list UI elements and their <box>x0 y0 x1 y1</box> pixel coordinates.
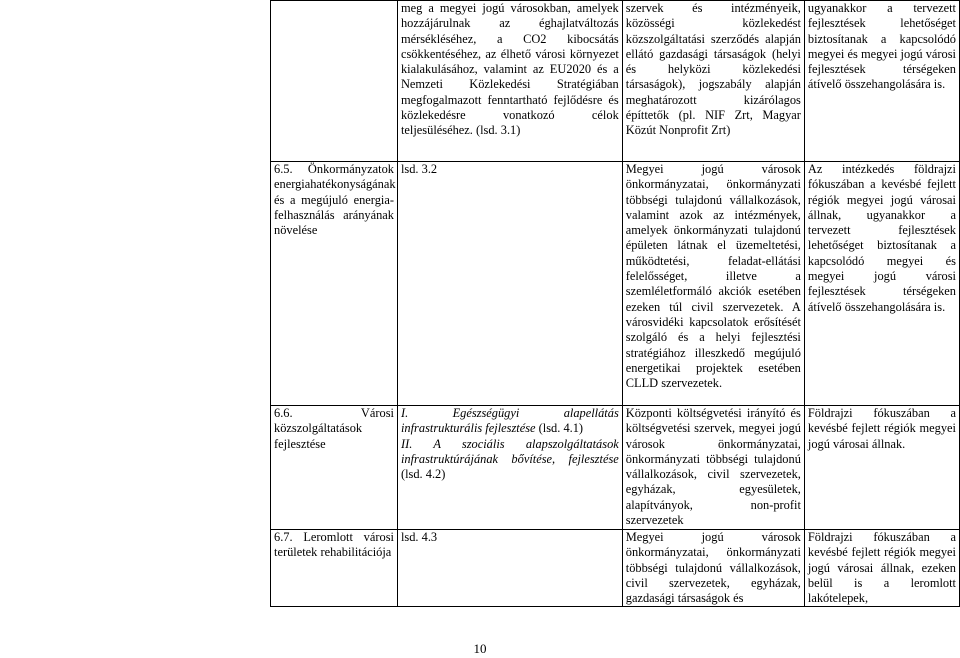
subitem-reference: (lsd. 4.2) <box>400 467 446 482</box>
table-row <box>271 530 960 607</box>
measures-table <box>270 0 960 607</box>
description-cell: meg a megyei jogú városokban, amelyek hozzájárulnak az éghajlatváltozás mérsékléséhez, a CO2 kibocsátás csökkentéséhez, az élhető városi környezet kialakulásához, valamint az EU2020 és a Nemzeti Közlekedési Stratégiában megfogalmazott fenntartható fejlődésre és közlekedésre vonatkozó célok teljesüléséhez. (lsd. 3.1) <box>397 1 622 162</box>
geographic-focus-cell: Földrajzi fókuszában a kevésbé fejlett régiók megyei jogú városai állnak, ezeken belül is a leromlott lakótelepek, <box>804 530 959 607</box>
beneficiaries-cell: szervek és intézményeik, közösségi közlekedést közszolgáltatási szerződés alapján ellátó gazdasági társaságok (helyi és helyközi közlekedési társaságok), jogszabály alapján meghatározott kizárólagos építtetők (pl. NIF Zrt, Magyar Közút Nonprofit Zrt) <box>622 1 804 162</box>
measure-cell: 6.5. Önkormányzatok energiahatékonyságának és a megújuló energia-felhasználás arányának növelése <box>271 162 398 406</box>
description-cell <box>397 406 622 530</box>
table-row <box>271 406 960 530</box>
beneficiaries-cell: Megyei jogú városok önkormányzatai, önkormányzati többségi tulajdonú vállalkozások, valamint azok az intézmények, amelyek önkormányzati tulajdonú épületen látnak el üzemeltetési, működtetési, feladat-ellátási felelősséget, illetve a szemléletformáló akciók esetében ezeken túl civil szervezetek. A városvidéki kapcsolatok erősítését szolgáló és a helyi fejlesztési stratégiához illeszkedő megújuló energetikai projektek esetében CLLD szervezetek. <box>622 162 804 406</box>
measure-cell <box>271 1 398 162</box>
beneficiaries-cell: Központi költségvetési irányító és költségvetési szervek, megyei jogú városok önkormányzatai, önkormányzati többségi tulajdonú vállalkozások, civil szervezetek, egyházak, egyesületek, alapítványok, non-profit szervezetek <box>622 406 804 530</box>
description-cell: lsd. 3.2 <box>397 162 622 406</box>
page-number: 10 <box>473 641 487 656</box>
geographic-focus-cell: ugyanakkor a tervezett fejlesztések lehetőséget biztosítanak a kapcsolódó megyei és megyei jogú városi fejlesztések térségeken átívelő összehangolására is. <box>804 1 959 162</box>
measure-cell: 6.6. Városi közszolgáltatások fejlesztése <box>271 406 398 530</box>
subitem-reference: (lsd. 4.1) <box>538 421 584 436</box>
beneficiaries-cell: Megyei jogú városok önkormányzatai, önkormányzati többségi tulajdonú vállalkozások, civil szervezetek, egyházak, gazdasági társaságok és <box>622 530 804 607</box>
geographic-focus-cell: Az intézkedés földrajzi fókuszában a kevésbé fejlett régiók megyei jogú városai állnak, ugyanakkor a tervezett fejlesztések lehetőséget biztosítanak a kapcsolódó megyei és megyei jogú városi fejlesztések térségeken átívelő összehangolására is. <box>804 162 959 406</box>
measure-cell: 6.7. Leromlott városi területek rehabilitációja <box>271 530 398 607</box>
table-row <box>271 162 960 406</box>
table-row <box>271 1 960 162</box>
description-cell: lsd. 4.3 <box>397 530 622 607</box>
subitem-title: II. A szociális alapszolgáltatások infrastruktúrájának bővítése, fejlesztése <box>400 436 619 466</box>
subitem-title: I. Egészségügyi alapellátás infrastrukturális fejlesztése <box>400 406 619 436</box>
geographic-focus-cell: Földrajzi fókuszában a kevésbé fejlett régiók megyei jogú városai állnak. <box>804 406 959 530</box>
